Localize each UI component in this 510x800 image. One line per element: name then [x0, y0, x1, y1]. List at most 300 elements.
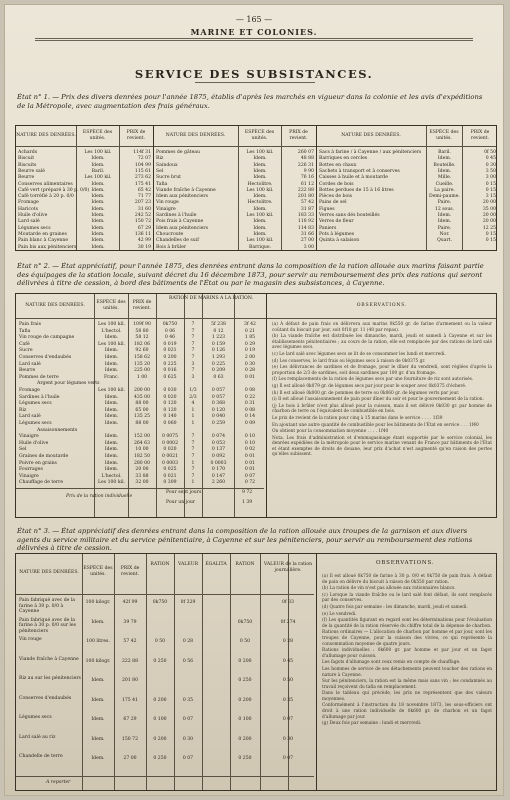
- etat2-row-cell: 1 223: [211, 335, 226, 341]
- etat2-row-cell: 0 016: [163, 368, 177, 374]
- etat1-col2-cell: Bois à brûler: [156, 244, 187, 250]
- etat2-row-cell: Les 100 kil.: [98, 322, 125, 327]
- etat2-row-cell: 7: [191, 467, 195, 473]
- etat1-col1-cell: 136 11: [134, 231, 151, 237]
- etat3-row-cell: 0 07: [282, 756, 294, 761]
- etat1-col1-cell: 175 41: [134, 181, 151, 187]
- etat3-row-cell: 0 200: [238, 697, 252, 703]
- etat2-row-cell: 0 10: [244, 434, 256, 440]
- title-rule-2: [35, 40, 473, 41]
- etat1-col1-cell: 42 99: [137, 238, 151, 244]
- etat3-row-cell: 0 07: [182, 756, 194, 761]
- etat2-row-cell: Idem.: [104, 414, 119, 420]
- etat2-row-cell: Les 100 kil.: [98, 388, 125, 393]
- etat2-row-cell: 0 368: [211, 401, 226, 407]
- etat2-row-cell: 0 020: [163, 447, 177, 453]
- etat1-col3-cell: 0 45: [485, 156, 496, 162]
- etat2-table: [15, 293, 497, 518]
- etat1-col3-cell: 12 25: [482, 225, 496, 231]
- etat2-row-cell: Idem.: [104, 407, 119, 413]
- etat1-hdr-nature-1: NATURE DES DENRÉES.: [16, 133, 76, 138]
- etat1-col2-cell: Vin rouge: [156, 200, 179, 206]
- etat2-row-cell: 1: [191, 480, 195, 486]
- etat3-row-cell: 0 100: [238, 717, 252, 722]
- etat2-row-cell: Sel: [19, 447, 27, 453]
- etat2-row-cell: 0 0075: [161, 434, 179, 440]
- etat2-row-cell: 0 06: [164, 328, 176, 334]
- etat1-col2-cell: Idem.: [253, 231, 267, 237]
- etat2-row-cell: 1/3: [189, 388, 197, 393]
- etat2-row-cell: 7: [191, 341, 195, 347]
- etat3-row-cell: Pain fabriqué avec de la farine à 30 p. 0/0 à Cayenne: [19, 598, 76, 615]
- etat3-row-cell: 150 72: [121, 736, 139, 742]
- etat1-col2-cell: Viande fraîche à Cayenne: [156, 187, 216, 193]
- etat1-col2-cell: Barrique.: [248, 244, 272, 250]
- etat1-col1-cell: Idem.: [91, 244, 105, 250]
- etat1-col1-cell: Idem.: [91, 200, 105, 206]
- etat2-row-cell: 58 12: [135, 335, 149, 341]
- etat2-row-cell: 65 00: [135, 407, 149, 413]
- etat2-heading: État n° 2. — État appréciatif, pour l'année 1875, des denrées entrant dans la composition de la ration allouée aux marins faisant partie des équipages de la station locale, suivant décret du 16 décembre 1873, pour servir au remboursement des prix des rations qui seront délivrées à titre de cession, à bord des bâtiments de l'État ou par le magasin des subsistances, à Cayenne.: [17, 262, 484, 287]
- etat2-row-cell: 1 00: [136, 374, 148, 380]
- etat2-row-cell: Argent pour légumes verts: [37, 381, 100, 387]
- etat1-col3-cell: Caisses à huile et à moutarde: [319, 175, 388, 181]
- etat1-table: [15, 125, 497, 251]
- etat2-row-cell: 0 02: [244, 447, 256, 453]
- etat2-row-cell: 0 159: [211, 341, 226, 347]
- etat1-col3-cell: 0 30: [485, 162, 496, 168]
- etat3-hdr-espece: ESPÈCE des unités.: [83, 566, 113, 577]
- etat3-row-cell: 0 45: [282, 658, 294, 664]
- etat2-row-cell: 0 46: [164, 335, 176, 341]
- etat2-row-cell: 0 021: [163, 348, 177, 354]
- etat1-heading: État n° 1. — Prix des divers denrées pour l'année 1875, établis d'après les marchés en vigueur dans la colonie et les avis d'expéditions de la Métropole, avec augmentation des frais généraux.: [17, 93, 483, 110]
- etat2-row-cell: 182 06: [133, 341, 151, 347]
- etat3-row-cell: Idem.: [91, 756, 105, 761]
- etat1-col3-cell: Nor.: [439, 231, 450, 237]
- etat3-row-cell: 0 28: [282, 639, 294, 644]
- etat3-observation: (g) Deux fois par semaine : lundi et mercredi.: [322, 721, 422, 727]
- etat2-row-cell: 0 225: [163, 361, 177, 367]
- etat3-row-cell: 0 56: [182, 658, 194, 664]
- etat1-col3-cell: Bottes perdues de 15 à 16 litres: [319, 187, 394, 193]
- etat2-observation: (j) Le bois à brûler n'est plus alloué pour la cuisson, mais il est délivré 0k030 gr. par homme de charbon de terre ou l'équivalent de combustible en bois.: [272, 403, 492, 415]
- etat2-row-cell: 0 10: [244, 440, 256, 446]
- etat1-col1-cell: Fromage: [18, 200, 39, 206]
- etat2-row-cell: 0 053: [211, 440, 226, 446]
- etat3-observation: (e) Le vendredi.: [322, 611, 357, 617]
- etat3-row-cell: 0f 274: [280, 619, 296, 625]
- etat3-row-cell: 100 kilogr.: [85, 600, 111, 605]
- etat2-row-cell: Idem.: [104, 447, 119, 453]
- etat1-col3-cell: 0f 50: [484, 150, 496, 155]
- etat2-row-cell: 264 63: [133, 440, 151, 446]
- etat1-col3-cell: Verres sans dés bouteillés: [319, 213, 380, 218]
- etat2-row-cell: Vinaigre: [19, 473, 39, 479]
- etat2-row-cell: 0 259: [211, 421, 226, 426]
- etat2-row-cell: 0 225: [211, 361, 226, 367]
- etat2-row-cell: 7: [191, 355, 195, 360]
- etat2-hdr-ration: RATION DE MARINS A LA RATION.: [168, 296, 254, 301]
- etat2-row-cell: Pain frais: [19, 322, 41, 327]
- etat1-col2-cell: Sardines à l'huile: [156, 213, 197, 218]
- etat1-col1-cell: Lard salé: [18, 219, 40, 225]
- etat3-row-cell: 67 29: [123, 717, 137, 722]
- etat2-row-cell: Chauffage de terre: [19, 480, 64, 486]
- etat3-hdr-valeur-b: VALEUR de la ration journalière.: [263, 562, 313, 573]
- etat3-row-cell: Chandelle de terre: [19, 754, 63, 759]
- etat1-col1-cell: 114f 31: [133, 150, 151, 155]
- etat1-col2-cell: 201 80: [297, 194, 314, 200]
- etat2-row-cell: Franc.: [103, 374, 120, 380]
- title-rule: [35, 38, 473, 39]
- etat2-row-cell: Beurre: [19, 368, 36, 374]
- etat3-row-cell: Idem.: [91, 697, 105, 703]
- etat2-row-cell: 0 28: [244, 368, 256, 374]
- etat1-col1-cell: Pain blanc à Cayenne: [18, 238, 69, 244]
- etat1-col3-cell: Sachets à transport et à conserves: [319, 168, 400, 174]
- etat2-row-cell: 20 00: [135, 467, 149, 473]
- etat2-row-cell: 1: [191, 421, 195, 426]
- etat1-col1-cell: Idem.: [91, 156, 105, 162]
- etat1-col3-cell: Figues: [319, 206, 335, 212]
- etat2-row-cell: Idem.: [104, 440, 119, 446]
- etat1-col1-cell: Moutarde en graines: [18, 231, 67, 237]
- etat1-col1-cell: 72 07: [137, 156, 151, 162]
- etat1-col2-cell: 118 92: [297, 219, 314, 225]
- etat1-col3-cell: Pots à légumes: [319, 231, 355, 237]
- etat1-col2-cell: 61 12: [300, 181, 314, 187]
- etat1-col3-cell: Idem.: [437, 168, 452, 174]
- etat2-row-cell: 58 80: [135, 328, 149, 334]
- etat2-row-cell: 0 092: [211, 454, 226, 459]
- etat1-col1-cell: Pain bis aux pénitenciers: [18, 244, 77, 250]
- etat2-row-cell: Lard salé: [19, 361, 41, 367]
- etat2-row-cell: 0 057: [211, 394, 226, 400]
- etat1-col3-cell: 0 15: [485, 238, 496, 244]
- etat1-col3-cell: Pains de sel: [319, 200, 347, 206]
- etat1-col3-cell: Bouteille.: [433, 162, 456, 168]
- etat1-col2-cell: Pommes de gâteau: [156, 150, 200, 155]
- etat1-col2-cell: Vinaigre: [156, 206, 176, 212]
- etat1-col2-cell: Chandelles de suif: [156, 238, 199, 244]
- etat2-row-cell: Vinaigre: [19, 434, 39, 440]
- etat1-col3-cell: Mille.: [437, 175, 452, 181]
- etat1-col2-cell: Les 100 kil.: [246, 213, 274, 218]
- etat2-row-cell: 0 01: [244, 374, 256, 380]
- etat1-col2-cell: Pois frais à Cayenne: [156, 219, 204, 225]
- etat2-row-cell: 3f 42: [244, 322, 256, 327]
- etat2-row-cell: Légumes secs: [19, 401, 52, 407]
- etat1-col1-cell: Biscuits: [18, 162, 37, 168]
- etat2-row-cell: 2 00: [244, 355, 256, 360]
- etat2-row-cell: 7: [191, 440, 195, 446]
- etat1-col3-cell: 20 00: [482, 213, 496, 218]
- etat2-hdr-prix: PRIX de revient.: [132, 300, 152, 311]
- etat1-col3-cell: Barriques en cercles: [319, 156, 368, 162]
- etat1-col1-cell: 273 62: [134, 175, 151, 181]
- etat1-col2-cell: 31 66: [300, 231, 314, 237]
- etat3-row-cell: 57 42: [123, 639, 137, 644]
- etat2-row-cell: Sardines à l'huile: [19, 394, 60, 400]
- etat2-row-cell: 4: [191, 401, 195, 407]
- etat1-col1-cell: 150 72: [134, 219, 151, 225]
- etat3-row-cell: Vin rouge: [19, 637, 42, 642]
- journal-title: MARINE ET COLONIES.: [190, 27, 318, 37]
- etat2-row-cell: Idem.: [104, 394, 119, 400]
- etat2-row-cell: Idem.: [104, 348, 119, 354]
- etat3-row-cell: 0 200: [153, 697, 167, 703]
- etat1-col1-cell: Idem.: [91, 231, 105, 237]
- etat1-col3-cell: Baril.: [438, 150, 451, 155]
- etat1-col3-cell: Pièces de bois: [319, 194, 353, 200]
- etat3-row-cell: Légumes secs: [19, 715, 52, 720]
- etat2-row-cell: 0 72: [244, 480, 256, 486]
- etat1-col2-cell: Idem.: [253, 175, 267, 181]
- etat2-total-sept: 9 72: [242, 490, 253, 495]
- etat2-row-cell: 0 22: [244, 394, 256, 400]
- etat3-row-cell: 0 250: [153, 658, 167, 664]
- etat3-observation: (b) La ration de vin n'est pas allouée aux rationnaires blancs.: [322, 586, 456, 592]
- etat2-row-cell: 7: [191, 328, 195, 334]
- etat2-row-cell: 0 060: [163, 421, 177, 426]
- etat2-row-cell: 435 00: [133, 394, 151, 400]
- etat1-col1-cell: Idem.: [91, 187, 105, 193]
- etat2-row-cell: 3: [191, 361, 195, 367]
- etat2-row-cell: Idem.: [104, 401, 119, 407]
- etat1-col3-cell: 35 00: [482, 206, 496, 212]
- etat2-observation: (e) Les délivrances de sardines et de fromage, pour le dîner du vendredi, sont réglées d'après la proportion de 2/3 de sardines, soit deux sardines par 100 gr. d'un fromage.: [272, 365, 492, 376]
- etat1-col1-cell: 115 61: [134, 168, 151, 174]
- etat2-row-cell: 0 020: [163, 394, 177, 400]
- etat2-row-cell: Idem.: [104, 355, 119, 360]
- etat2-observation: (i) Il est alloué l'assaisonnement de pain pour dîner du soir et pour le gouvernement de la ration.: [272, 397, 484, 403]
- etat2-row-cell: Idem.: [104, 335, 119, 341]
- etat1-col3-cell: 12 sous.: [434, 206, 455, 212]
- etat2-observation: (c) Le lard salé avec légumes secs se lit de se consommer les lundi et mercredi.: [272, 351, 446, 357]
- etat2-row-cell: Riz: [19, 407, 27, 413]
- etat2-row-cell: 225 00: [133, 368, 151, 374]
- etat1-hdr-prix-2: PRIX de revient.: [289, 130, 308, 141]
- etat2-row-cell: 7: [191, 335, 195, 341]
- etat3-row-cell: 0 30: [182, 736, 194, 742]
- etat2-row-cell: 0 21: [244, 328, 256, 334]
- etat1-col2-cell: Choucroute: [156, 231, 184, 237]
- etat2-row-cell: 2/3: [189, 394, 197, 400]
- etat2-row-cell: 0 137: [211, 447, 226, 453]
- etat3-row-cell: 0 35: [282, 697, 294, 703]
- etat1-col1-cell: Les 100 kil.: [84, 150, 112, 155]
- etat3-row-cell: Lard salé au riz: [19, 734, 56, 740]
- etat2-row-cell: 0 625: [163, 374, 177, 380]
- etat3-hdr-ration-a: RATION: [150, 562, 170, 567]
- etat3-row-cell: 100 kilogr.: [85, 658, 111, 664]
- etat2-row-cell: Idem.: [104, 361, 119, 367]
- etat1-col2-cell: Les 100 kil.: [246, 238, 274, 244]
- etat3-row-cell: 0 07: [282, 717, 294, 722]
- etat2-row-cell: 0 0003: [210, 460, 227, 466]
- etat2-pour-un: Pour un jour: [166, 500, 196, 505]
- etat1-col1-cell: Achards: [18, 150, 38, 155]
- etat3-row-cell: 0 07: [182, 717, 194, 722]
- etat2-row-cell: 2 260: [211, 480, 226, 486]
- etat2-row-cell: 10 00: [135, 447, 149, 453]
- etat2-row-cell: 7: [191, 447, 195, 453]
- etat1-col1-cell: Conserves alimentaires: [18, 181, 73, 187]
- etat3-row-cell: Conserves d'endaubés: [19, 695, 72, 701]
- etat1-col3-cell: Quinta à salaison: [319, 238, 360, 244]
- etat1-hdr-espece-2: ESPÈCE des unités.: [244, 130, 275, 141]
- etat2-row-cell: 152 00: [133, 434, 151, 440]
- etat2-row-cell: 88 00: [135, 421, 149, 426]
- etat2-row-cell: 92 60: [135, 348, 149, 354]
- etat2-row-cell: 0 126: [211, 348, 226, 354]
- etat3-row-cell: 0 50: [154, 639, 166, 644]
- etat2-row-cell: 7: [191, 322, 195, 327]
- etat1-col2-cell: Idem.: [253, 194, 267, 200]
- etat2-row-cell: 280 00: [133, 460, 151, 466]
- etat1-col2-cell: Saindoux: [156, 162, 178, 168]
- etat2-row-cell: Conserves d'endaubés: [19, 355, 72, 360]
- etat3-row-cell: 201 80: [121, 678, 139, 683]
- etat1-col2-cell: 76 16: [300, 175, 314, 181]
- etat1-col1-cell: 242 52: [134, 213, 151, 218]
- etat1-col3-cell: 3 00: [485, 175, 496, 181]
- etat2-row-cell: 7: [191, 454, 195, 459]
- etat2-hdr-nature: NATURE DES DENRÉES.: [25, 303, 85, 308]
- etat2-row-cell: Idem.: [104, 454, 119, 459]
- etat1-hdr-nature-2: NATURE DES DENRÉES.: [165, 133, 226, 138]
- etat2-row-cell: 0 0003: [161, 460, 179, 466]
- etat2-row-cell: Tafia: [19, 328, 31, 334]
- etat2-total-un: 1 39: [242, 500, 253, 505]
- etat1-col1-cell: Les 100 kil.: [84, 175, 112, 181]
- etat2-observations: [272, 322, 492, 516]
- etat2-row-cell: L'hectol.: [101, 328, 122, 334]
- etat1-col1-cell: 104 99: [134, 162, 151, 168]
- etat1-col3-cell: 20 00: [482, 219, 496, 225]
- etat2-row-cell: 0 025: [163, 467, 177, 473]
- etat1-col3-cell: Verres de fleur: [319, 219, 354, 225]
- etat1-col3-cell: 0 15: [485, 181, 496, 187]
- etat1-col3-cell: 0 15: [485, 231, 496, 237]
- etat1-col2-cell: Idem.: [253, 162, 267, 168]
- etat2-row-cell: Légumes secs: [19, 421, 52, 426]
- etat2-row-cell: 32 00: [135, 480, 149, 486]
- etat1-col1-cell: 31 60: [137, 206, 151, 212]
- etat3-row-cell: 0 200: [153, 736, 167, 742]
- etat1-col1-cell: Idem.: [91, 238, 105, 244]
- etat2-observation: (f) Les remplacements de la ration de légumes secs par une fourniture de riz sont autorisés.: [272, 377, 474, 383]
- etat1-col3-cell: Cueille.: [435, 181, 454, 187]
- etat1-col1-cell: Haricots: [18, 206, 38, 212]
- etat1-col2-cell: Sucre brut: [156, 175, 181, 181]
- etat1-col2-cell: 222 88: [297, 187, 314, 193]
- etat3-row-cell: 0 35: [182, 697, 194, 703]
- etat1-col2-cell: Tafia: [156, 181, 168, 187]
- etat1-col1-cell: Idem.: [91, 213, 105, 218]
- etat3-row-cell: Idem.: [91, 678, 105, 683]
- etat1-col3-cell: Paire.: [437, 200, 452, 206]
- etat2-row-cell: 0 074: [211, 434, 226, 440]
- etat1-col2-cell: 48 88: [300, 156, 314, 162]
- etat2-row-cell: Les 100 kil.: [98, 480, 125, 486]
- etat2-row-cell: 1 293: [211, 355, 226, 360]
- etat1-col2-cell: Idem aux pénitenciers: [156, 225, 208, 231]
- etat3-observation: (a) Il est alloué 0k750 de farine à 30 p. 0/0 et 0k750 de pain frais. À défaut de pain on délivre du biscuit à raison de 0k550 par ration.: [322, 574, 492, 585]
- etat3-hdr-valeur-a: VALEUR: [177, 562, 199, 567]
- etat3-hdr-observations: OBSERVATIONS.: [376, 560, 435, 566]
- etat2-row-cell: 0 040: [211, 414, 226, 420]
- etat2-row-cell: 0 030: [163, 388, 177, 393]
- etat2-row-cell: 88 00: [135, 401, 149, 407]
- etat2-row-cell: 0 309: [163, 480, 177, 486]
- etat2-row-cell: 0 63: [213, 374, 224, 380]
- etat1-hdr-prix-1: PRIX de revient.: [126, 130, 146, 141]
- etat2-row-cell: 0 01: [244, 454, 256, 459]
- etat1-col1-cell: Huile d'olive: [18, 213, 48, 218]
- etat1-col2-cell: Idem.: [253, 225, 267, 231]
- etat2-row-cell: 0 09: [244, 421, 256, 426]
- etat2-row-cell: Lard salé: [19, 414, 41, 420]
- etat1-col3-cell: Demi-paume.: [429, 194, 460, 200]
- etat1-col2-cell: Les 100 kil.: [246, 150, 274, 155]
- etat2-observation: On obtient pour la consommation moyenne . . . . 1f40: [272, 429, 389, 435]
- etat1-col2-cell: Idem.: [253, 206, 267, 212]
- etat2-row-cell: 135 25: [133, 414, 151, 420]
- etat2-row-cell: 0 29: [244, 341, 256, 347]
- etat1-col3-cell: Idem.: [437, 156, 452, 162]
- etat2-row-cell: 1: [191, 460, 195, 466]
- etat3-row-cell: 0k750: [152, 600, 168, 605]
- etat3-row-cell: Viande fraîche à Cayenne: [19, 656, 79, 662]
- etat1-col2-cell: 3 00: [303, 244, 314, 250]
- etat2-row-cell: Poivre en grains: [19, 460, 57, 466]
- etat3-hdr-egalita: ÉGALITA: [205, 562, 227, 567]
- etat3-row-cell: 0 50: [282, 678, 294, 683]
- etat2-row-cell: 5f 238: [211, 322, 226, 327]
- etat2-row-cell: Pommes de terre: [19, 374, 59, 380]
- etat1-hdr-nature-3: NATURE DES DENRÉES.: [341, 133, 401, 138]
- etat1-col1-cell: Idem.: [91, 162, 105, 168]
- etat2-row-cell: Idem.: [104, 421, 119, 426]
- etat2-row-cell: 0 209: [211, 368, 226, 374]
- etat1-col1-cell: Idem.: [91, 181, 105, 187]
- etat3-row-cell: Riz au sur les pénitenciers: [19, 676, 81, 681]
- etat2-observation: (b) La viande fraîche est distribuée les dimanche, mardi, jeudi et samedi à Cayenne et sur les établissements pénitentiaires ; au cours de la ration, elle est remplacée par des rations de lard salé avec légumes secs.: [272, 334, 492, 351]
- etat3-observation: (f) Les quantités figurant en regard sont les déterminations pour l'évaluation de la quantité de la ration réservée du chiffre total de la dépense de charbon.: [322, 618, 492, 629]
- etat2-row-cell: Café: [19, 341, 30, 347]
- etat1-col1-cell: Beurre salé: [18, 168, 45, 174]
- etat2-row-cell: Idem.: [104, 460, 119, 466]
- etat1-col1-cell: Idem.: [91, 206, 105, 212]
- etat2-row-cell: 158 62: [133, 355, 151, 360]
- etat1-col3-cell: 20 00: [482, 200, 496, 206]
- etat2-row-cell: 0 01: [244, 467, 256, 473]
- etat3-row-cell: Idem.: [91, 717, 105, 722]
- etat2-row-cell: 7: [191, 473, 195, 479]
- etat1-col2-cell: Hectolitre.: [247, 200, 273, 206]
- etat2-row-cell: 0 120: [163, 407, 177, 413]
- etat2-row-cell: Les 100 kil.: [98, 341, 125, 347]
- etat1-col3-cell: 3 50: [485, 168, 496, 174]
- etat1-col1-cell: 207 23: [134, 200, 151, 206]
- etat2-row-cell: 1: [191, 407, 195, 413]
- etat2-row-cell: 0 0002: [161, 440, 179, 446]
- etat3-row-cell: 0 30: [282, 736, 294, 742]
- etat3-row-cell: 0f 329: [180, 600, 196, 605]
- etat3-observation: Rations ordinaires — L'allocation de charbon par homme et par jour, sont les troupes de Cayenne, pour la cuisson des vivres, ce qui représente la consommation moyenne de quatre jours.: [322, 630, 492, 647]
